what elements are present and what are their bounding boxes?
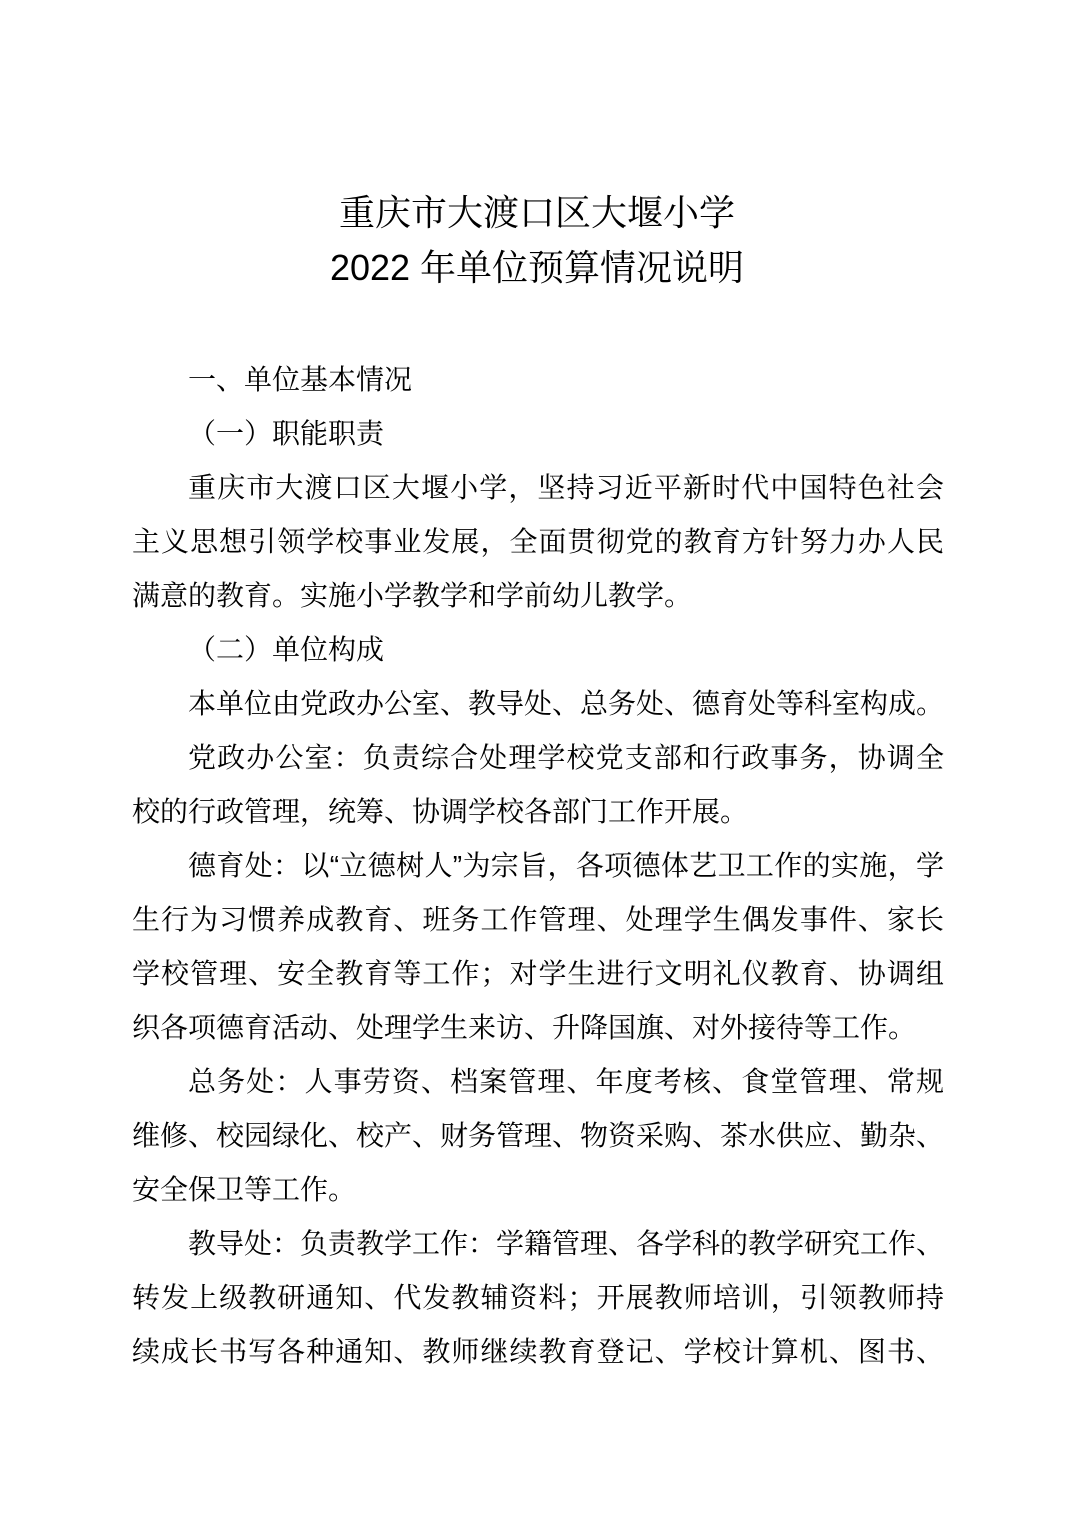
- text-line: 满意的教育。实施小学教学和学前幼儿教学。: [132, 580, 693, 611]
- text-line: 党政办公室：负责综合处理学校党支部和行政事务，协调全: [188, 742, 944, 773]
- text-line: 续成长书写各种通知、教师继续教育登记、学校计算机、图书、: [132, 1336, 944, 1367]
- text-line: 德育处：以“立德树人”为宗旨，各项德体艺卫工作的实施，学: [188, 850, 944, 881]
- text-line: 维修、校园绿化、校产、财务管理、物资采购、茶水供应、勤杂、: [132, 1120, 945, 1151]
- document-title-line-1: 重庆市大渡口区大堰小学: [338, 192, 735, 233]
- text-line: 本单位由党政办公室、教导处、总务处、德育处等科室构成。: [188, 688, 945, 719]
- paragraph: [132, 407, 944, 461]
- text-line: 校的行政管理，统筹、协调学校各部门工作开展。: [132, 796, 749, 827]
- text-line: 学校管理、安全教育等工作；对学生进行文明礼仪教育、协调组: [132, 958, 944, 989]
- text-line: 织各项德育活动、处理学生来访、升降国旗、对外接待等工作。: [132, 1012, 917, 1043]
- paragraph: [132, 731, 944, 839]
- text-line: （一）职能职责: [188, 418, 385, 449]
- text-line: 一、单位基本情况: [188, 364, 413, 395]
- paragraph: [132, 839, 944, 1055]
- paragraph: [132, 461, 944, 623]
- text-line: 教导处：负责教学工作：学籍管理、各学科的教学研究工作、: [188, 1228, 945, 1259]
- text-line: 重庆市大渡口区大堰小学，坚持习近平新时代中国特色社会: [188, 472, 944, 503]
- paragraph: [132, 623, 944, 677]
- document-body: [132, 353, 944, 1379]
- text-line: 总务处：人事劳资、档案管理、年度考核、食堂管理、常规: [188, 1066, 944, 1097]
- paragraph: [132, 1055, 944, 1217]
- document-title-line-2: 2022 年单位预算情况说明: [329, 247, 745, 288]
- text-line: 转发上级教研通知、代发教辅资料；开展教师培训，引领教师持: [132, 1282, 944, 1313]
- paragraph: [132, 677, 944, 731]
- text-line: （二）单位构成: [188, 634, 385, 665]
- paragraph: [132, 1217, 944, 1379]
- text-line: 主义思想引领学校事业发展，全面贯彻党的教育方针努力办人民: [132, 526, 944, 557]
- text-line: 生行为习惯养成教育、班务工作管理、处理学生偶发事件、家长: [132, 904, 944, 935]
- paragraph: [132, 353, 944, 407]
- text-line: 安全保卫等工作。: [132, 1174, 357, 1205]
